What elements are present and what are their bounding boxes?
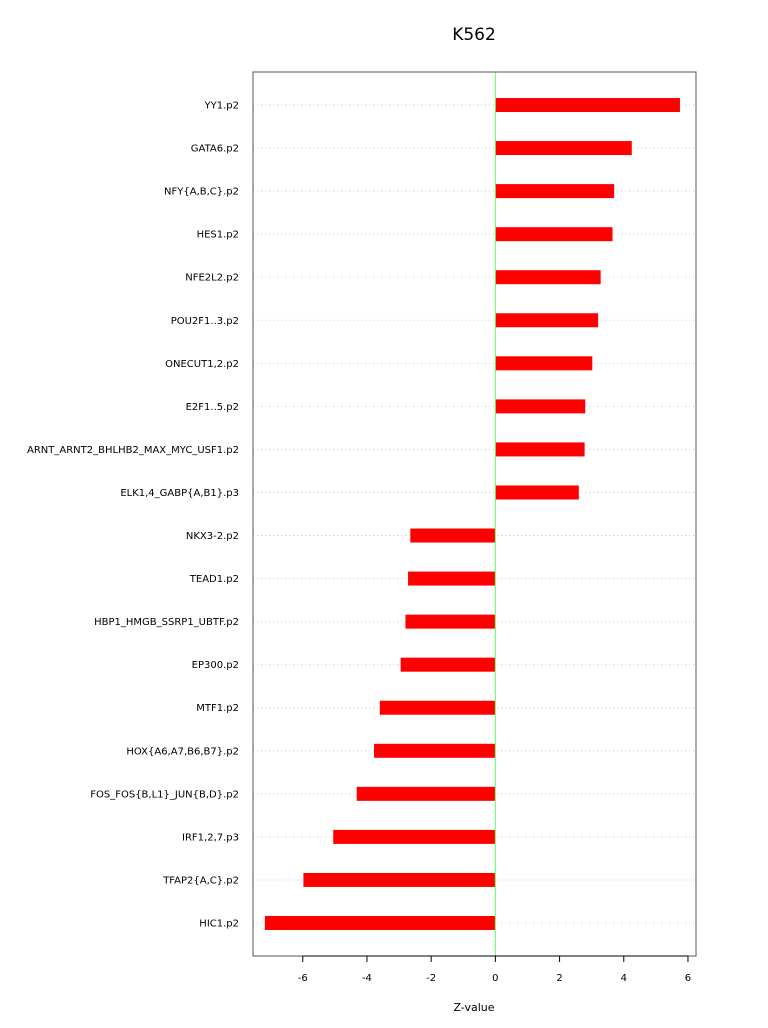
plot-frame [253, 72, 696, 956]
category-label: ELK1,4_GABP{A,B1}.p3 [120, 487, 239, 499]
category-label: NKX3-2.p2 [185, 531, 239, 543]
bar [495, 399, 585, 413]
bar [495, 356, 592, 370]
category-label: NFY{A,B,C}.p2 [164, 186, 239, 198]
category-label: HOX{A6,A7,B6,B7}.p2 [126, 746, 239, 758]
chart-title: K562 [452, 25, 496, 45]
category-label: POU2F1..3.p2 [170, 315, 239, 327]
bar [380, 701, 496, 715]
bar [495, 141, 631, 155]
bar [495, 442, 584, 456]
category-label: IRF1,2,7.p3 [182, 832, 239, 844]
bar [410, 529, 495, 543]
bar [265, 916, 495, 930]
category-label: FOS_FOS{B,L1}_JUN{B,D}.p2 [90, 789, 239, 801]
category-label: HBP1_HMGB_SSRP1_UBTF.p2 [94, 617, 239, 629]
category-label: EP300.p2 [191, 660, 239, 672]
bar [495, 227, 612, 241]
x-tick-label: -4 [361, 973, 372, 984]
bar [374, 744, 495, 758]
category-labels [27, 101, 239, 930]
category-label: TEAD1.p2 [189, 574, 239, 586]
x-tick-label: 4 [620, 973, 627, 984]
bar [333, 830, 495, 844]
bar [357, 787, 496, 801]
bar [405, 615, 495, 629]
bars [265, 98, 680, 930]
x-axis [298, 956, 691, 984]
category-label: ARNT_ARNT2_BHLHB2_MAX_MYC_USF1.p2 [27, 444, 239, 456]
category-label: HES1.p2 [196, 229, 239, 241]
category-label: ONECUT1,2.p2 [165, 358, 239, 370]
bar [495, 270, 600, 284]
bar [401, 658, 496, 672]
bar [495, 184, 614, 198]
category-label: MTF1.p2 [196, 703, 239, 715]
x-axis-label: Z-value [453, 1001, 495, 1014]
bar [495, 313, 598, 327]
x-tick-label: 2 [556, 973, 563, 984]
category-label: NFE2L2.p2 [185, 272, 239, 284]
x-tick-label: 6 [684, 973, 692, 984]
category-label: E2F1..5.p2 [185, 401, 239, 413]
category-label: HIC1.p2 [199, 918, 239, 930]
bar [495, 98, 680, 112]
x-tick-label: -6 [297, 973, 308, 984]
x-tick-label: -2 [426, 973, 437, 984]
category-label: TFAP2{A,C}.p2 [163, 875, 239, 887]
category-label: YY1.p2 [204, 100, 239, 112]
bar [303, 873, 495, 887]
category-label: GATA6.p2 [190, 143, 239, 155]
x-tick-label: 0 [492, 973, 499, 984]
bar [408, 572, 495, 586]
bar [495, 485, 578, 499]
